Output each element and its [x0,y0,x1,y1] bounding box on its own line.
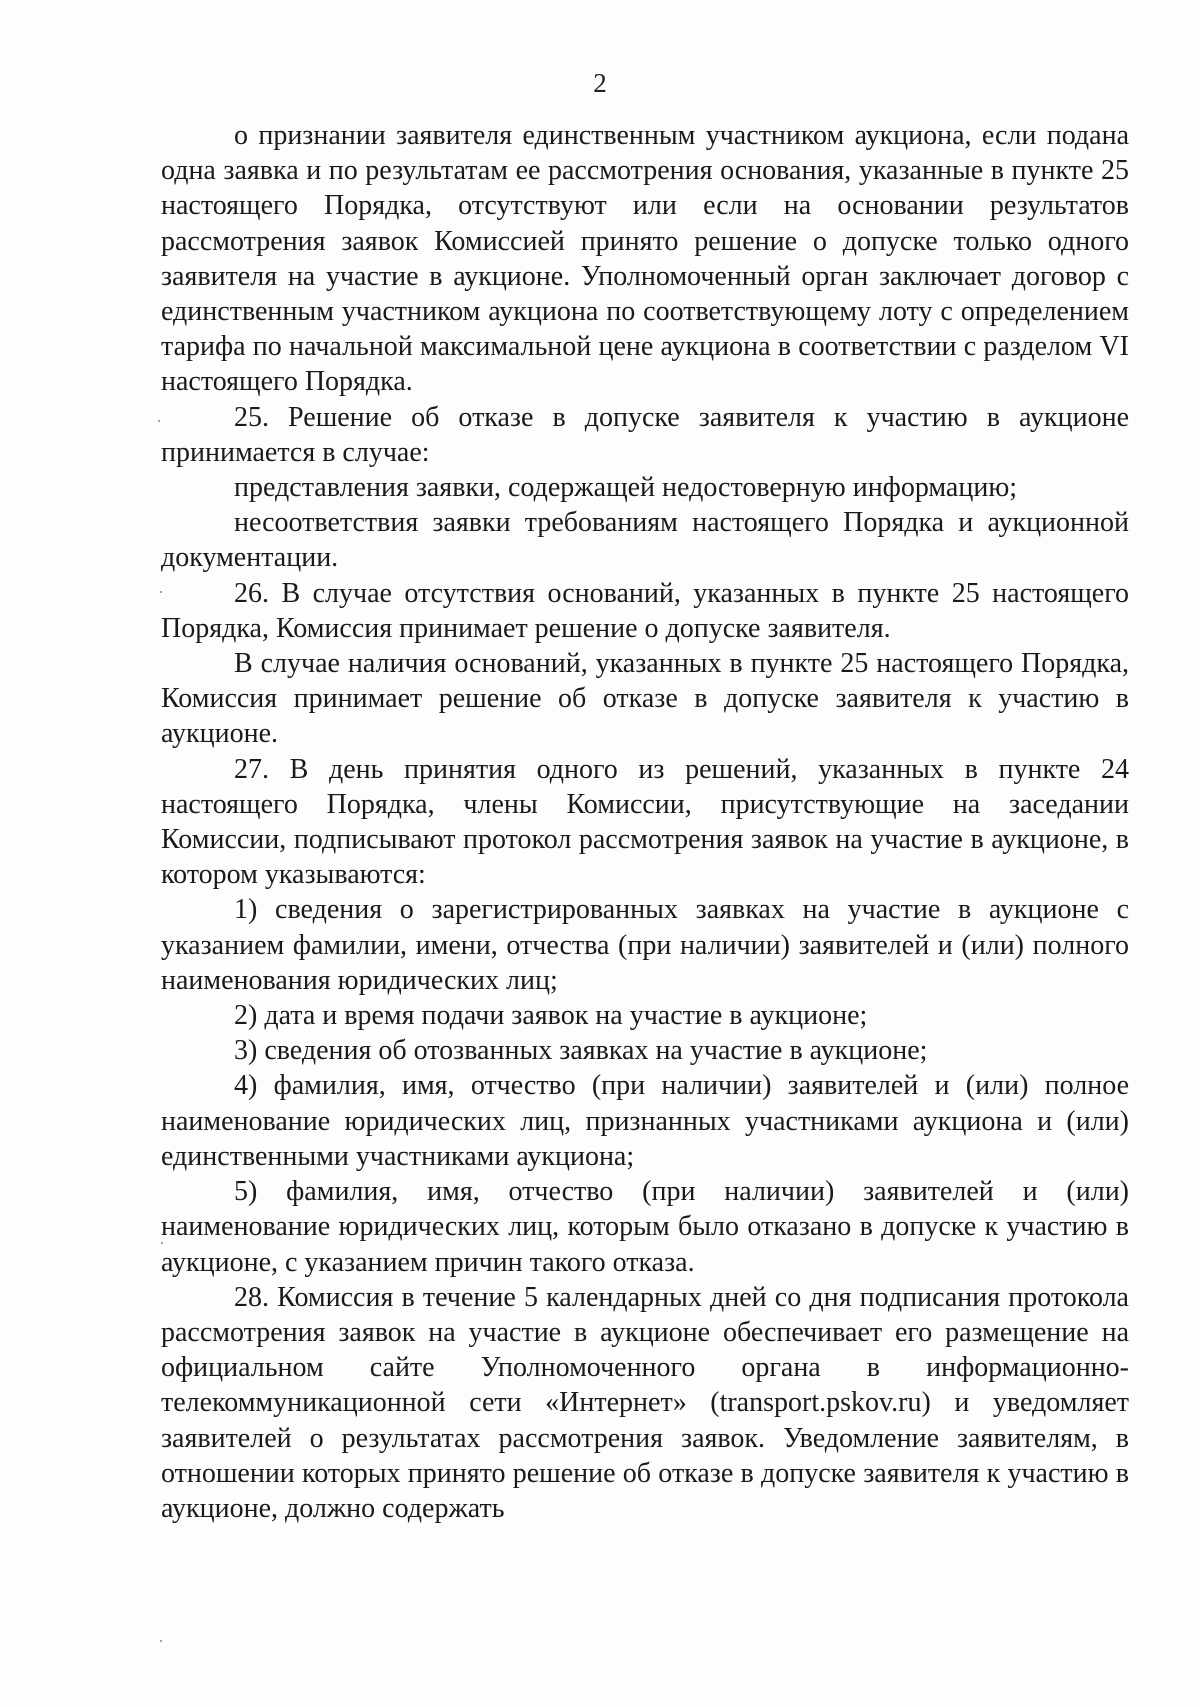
page-number: 2 [593,68,607,98]
paragraph-item-27-sub-1: 1) сведения о зарегистрированных заявках на участие в аукционе с указанием фамилии, имени, отчества (при наличии) заявителей и (или) полного наименования юридических лиц; [161,894,1129,996]
scan-speck [161,1242,163,1244]
document-body [161,118,1129,1526]
paragraph-item-26-refusal: В случае наличия оснований, указанных в пункте 25 настоящего Порядка, Комиссия принимает решение об отказе в допуске заявителя к участию в аукционе. [161,648,1129,750]
paragraph-item-27-sub-2: 2) дата и время подачи заявок на участие в аукционе; [234,1000,868,1032]
scan-speck [160,591,162,593]
paragraph-sole-participant: о признании заявителя единственным участником аукциона, если подана одна заявка и по результатам ее рассмотрения основания, указанные в пункте 25 настоящего Порядка, отсутствуют или если на основании результатов рассмотрения заявок Комиссией принято решение о допуске только одного заявителя на участие в аукционе. Уполномоченный орган заключает договор с единственным участником аукциона по соответствующему лоту с определением тарифа по начальной максимальной цене аукциона в соответствии с разделом VI настоящего Порядка. [161,120,1129,398]
paragraph-item-27-sub-5: 5) фамилия, имя, отчество (при наличии) заявителей и (или) наименование юридических лиц, которым было отказано в допуске к участию в аукционе, с указанием причин такого отказа. [161,1176,1129,1278]
paragraph-item-27: 27. В день принятия одного из решений, указанных в пункте 24 настоящего Порядка, члены Комиссии, присутствующие на заседании Комиссии, подписывают протокол рассмотрения заявок на участие в аукционе, в котором указываются: [161,753,1129,891]
paragraph-item-28: 28. Комиссия в течение 5 календарных дней со дня подписания протокола рассмотрения заявок на участие в аукционе обеспечивает его размещение на официальном сайте Уполномоченного органа в информационно-телекоммуникационной сети «Интернет» (transport.pskov.ru) и уведомляет заявителей о результатах рассмотрения заявок. Уведомление заявителям, в отношении которых принято решение об отказе в допуске заявителя к участию в аукционе, должно содержать [161,1281,1129,1524]
paragraph-item-25-case-2: несоответствия заявки требованиям настоящего Порядка и аукционной документации. [161,507,1129,574]
paragraph-item-26: 26. В случае отсутствия оснований, указанных в пункте 25 настоящего Порядка, Комиссия принимает решение о допуске заявителя. [161,577,1129,644]
paragraph-item-27-sub-4: 4) фамилия, имя, отчество (при наличии) заявителей и (или) полное наименование юридических лиц, признанных участниками аукциона и (или) единственными участниками аукциона; [161,1070,1129,1172]
scan-speck [158,420,160,422]
scan-speck [160,1640,162,1642]
paragraph-item-25-case-1: представления заявки, содержащей недостоверную информацию; [234,472,1018,504]
paragraph-item-25: 25. Решение об отказе в допуске заявителя к участию в аукционе принимается в случае: [161,401,1129,468]
paragraph-item-27-sub-3: 3) сведения об отозванных заявках на участие в аукционе; [234,1035,928,1067]
